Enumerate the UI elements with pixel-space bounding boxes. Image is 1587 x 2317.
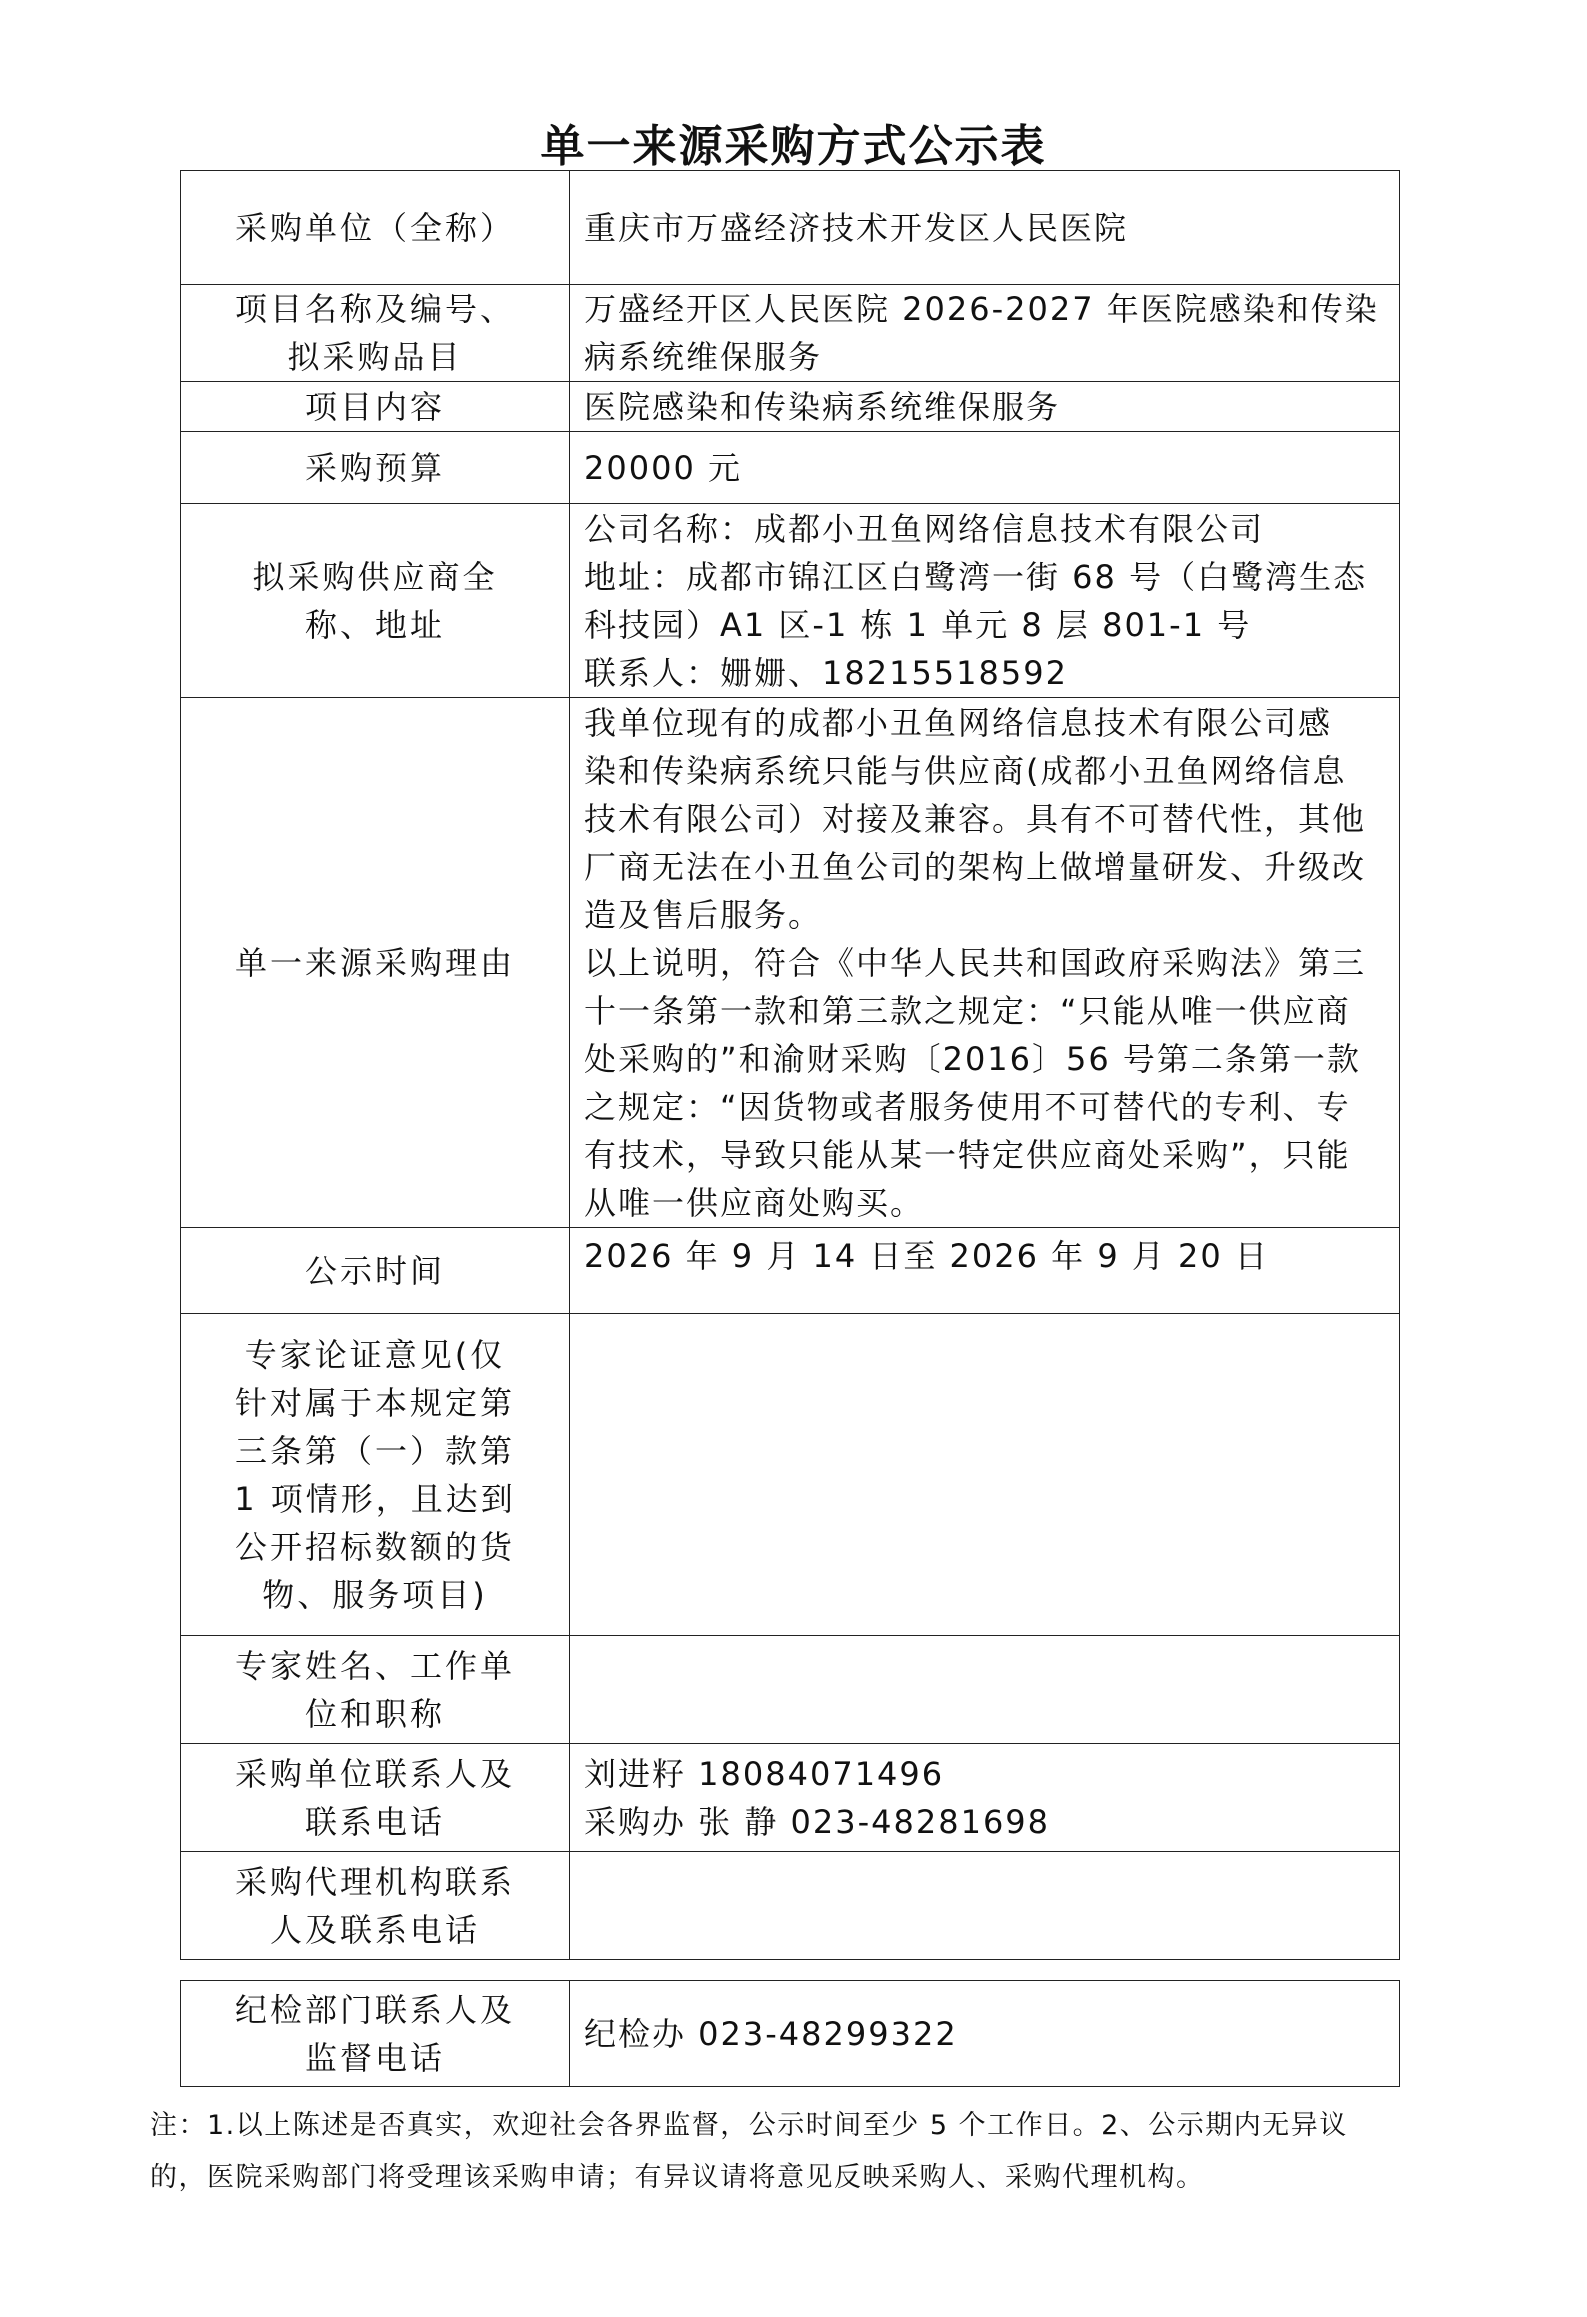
- discipline-table: [180, 1980, 1400, 2087]
- table-row: [181, 1981, 1400, 2087]
- expert-names-label: 专家姓名、工作单 位和职称: [181, 1636, 570, 1744]
- project-name-value: 万盛经开区人民医院 2026-2027 年医院感染和传染 病系统维保服务: [570, 285, 1400, 382]
- table-row: [181, 382, 1400, 432]
- table-row: [181, 504, 1400, 698]
- footnote: 注：1.以上陈述是否真实，欢迎社会各界监督，公示时间至少 5 个工作日。2、公示期内无异议 的，医院采购部门将受理该采购申请；有异议请将意见反映采购人、采购代理机构。: [150, 2110, 1348, 2193]
- announcement-table: [180, 170, 1400, 1960]
- page-title: 单一来源采购方式公示表: [540, 121, 1047, 172]
- budget-value: 20000 元: [570, 432, 1400, 504]
- content-value: 医院感染和传染病系统维保服务: [570, 382, 1400, 432]
- expert-opinion-value: [570, 1314, 1400, 1636]
- project-name-label: 项目名称及编号、 拟采购品目: [181, 285, 570, 382]
- supplier-label: 拟采购供应商全 称、地址: [181, 504, 570, 698]
- budget-label: 采购预算: [181, 432, 570, 504]
- table-row: [181, 1636, 1400, 1744]
- table-row: [181, 285, 1400, 382]
- expert-names-value: [570, 1636, 1400, 1744]
- table-row: [181, 1228, 1400, 1314]
- unit-label: 采购单位（全称）: [181, 171, 570, 285]
- supplier-value: 公司名称：成都小丑鱼网络信息技术有限公司 地址：成都市锦江区白鹭湾一街 68 号（白鹭湾生态 科技园）A1 区-1 栋 1 单元 8 层 801-1 号 联系人：姗姗、18215518592: [570, 504, 1400, 698]
- table-row: [181, 171, 1400, 285]
- reason-value: 我单位现有的成都小丑鱼网络信息技术有限公司感 染和传染病系统只能与供应商(成都小丑鱼网络信息 技术有限公司）对接及兼容。具有不可替代性，其他 厂商无法在小丑鱼公司的架构上做增量研发、升级改 造及售后服务。 以上说明，符合《中华人民共和国政府采购法》第三 十一条第一款和第三款之规定：“只能从唯一供应商 处采购的”和渝财采购〔2016〕56 号第二条第一款 之规定：“因货物或者服务使用不可替代的专利、专 有技术，导致只能从某一特定供应商处采购”，只能 从唯一供应商处购买。: [570, 698, 1400, 1228]
- unit-contact-value: 刘进籽 18084071496 采购办 张 静 023-48281698: [570, 1744, 1400, 1852]
- period-value: 2026 年 9 月 14 日至 2026 年 9 月 20 日: [570, 1228, 1400, 1314]
- table-row: [181, 432, 1400, 504]
- table-row: [181, 698, 1400, 1228]
- unit-value: 重庆市万盛经济技术开发区人民医院: [570, 171, 1400, 285]
- agency-contact-value: [570, 1852, 1400, 1960]
- discipline-label: 纪检部门联系人及 监督电话: [181, 1981, 570, 2087]
- table-row: [181, 1852, 1400, 1960]
- unit-contact-label: 采购单位联系人及 联系电话: [181, 1744, 570, 1852]
- agency-contact-label: 采购代理机构联系 人及联系电话: [181, 1852, 570, 1960]
- table-row: [181, 1314, 1400, 1636]
- period-label: 公示时间: [181, 1228, 570, 1314]
- table-row: [181, 1744, 1400, 1852]
- content-label: 项目内容: [181, 382, 570, 432]
- expert-opinion-label: 专家论证意见(仅 针对属于本规定第 三条第（一）款第 1 项情形，且达到 公开招标数额的货 物、服务项目): [181, 1314, 570, 1636]
- discipline-value: 纪检办 023-48299322: [570, 1981, 1400, 2087]
- reason-label: 单一来源采购理由: [181, 698, 570, 1228]
